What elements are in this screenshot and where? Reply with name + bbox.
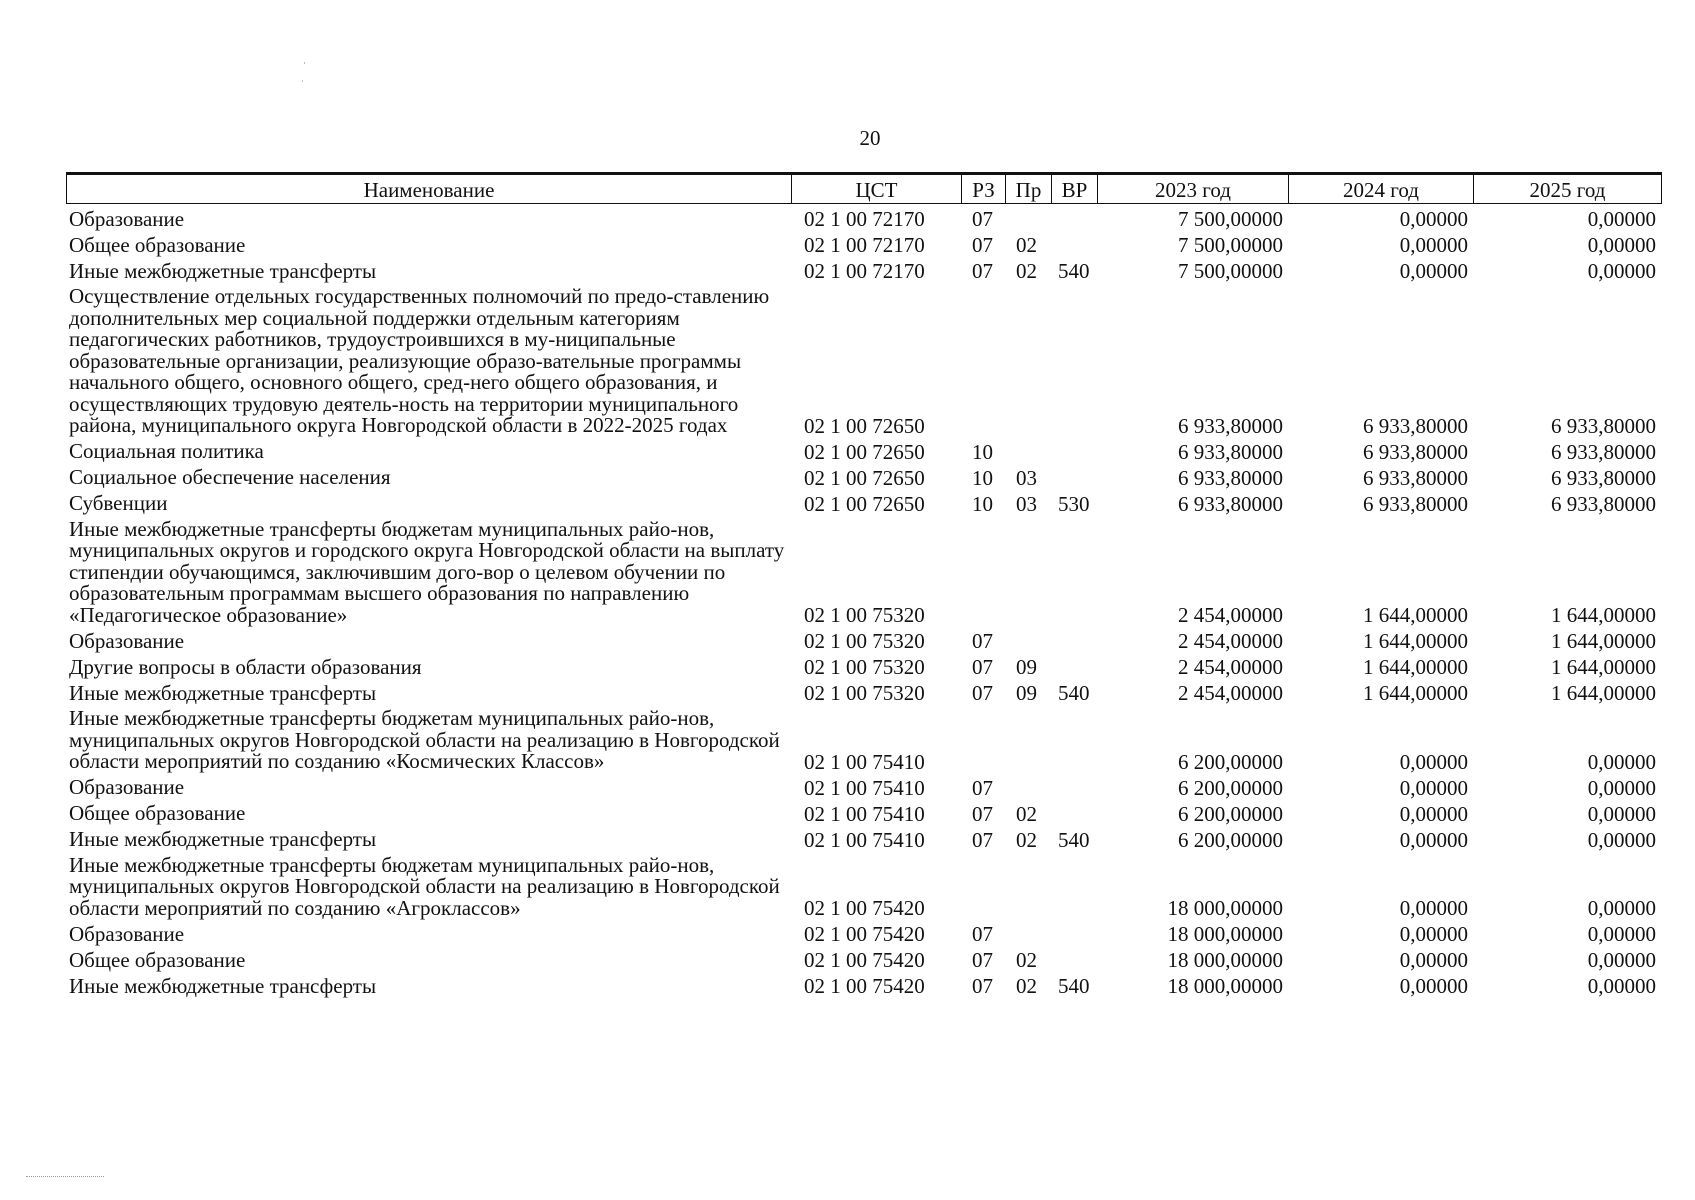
table-row	[66, 656, 1662, 678]
table-row	[66, 803, 1662, 825]
row-rz: 10	[972, 465, 993, 490]
row-cst: 02 1 00 75420	[804, 896, 925, 920]
row-2025: 0,00000	[1587, 749, 1656, 774]
row-name: Образование	[69, 206, 185, 231]
row-2024: 0,00000	[1399, 974, 1468, 998]
row-cst: 02 1 00 75410	[804, 749, 925, 774]
row-rz: 10	[972, 491, 993, 516]
row-2025: 6 933,80000	[1551, 439, 1656, 464]
row-pr: 02	[1016, 974, 1037, 998]
row-2024: 0,00000	[1399, 801, 1468, 826]
row-cst: 02 1 00 72170	[804, 259, 925, 283]
table-row	[66, 208, 1662, 230]
table-row	[66, 493, 1662, 515]
row-rz: 07	[972, 974, 993, 998]
row-2024: 0,00000	[1399, 259, 1468, 283]
row-rz: 07	[972, 775, 993, 800]
table-row	[66, 516, 1662, 627]
header-rz: РЗ	[962, 174, 1006, 204]
row-2024: 1 644,00000	[1363, 681, 1468, 705]
row-rz: 07	[972, 801, 993, 826]
row-name: Общее образование	[69, 232, 246, 257]
row-pr: 09	[1016, 655, 1037, 679]
row-2023: 7 500,00000	[1178, 259, 1283, 283]
row-2025: 0,00000	[1587, 827, 1656, 852]
row-2024: 1 644,00000	[1363, 655, 1468, 679]
table-row	[66, 260, 1662, 282]
row-name: Субвенции	[69, 491, 168, 515]
row-2025: 6 933,80000	[1551, 465, 1656, 490]
table-row	[66, 467, 1662, 489]
row-cst: 02 1 00 72650	[804, 439, 925, 464]
row-vr: 540	[1058, 681, 1090, 705]
row-2023: 6 200,00000	[1178, 775, 1283, 800]
table-row	[66, 286, 1662, 437]
row-name: Иные межбюджетные трансферты бюджетам муниципальных райо-нов, муниципальных округов Новгородской области на реализацию в Новгородской области мероприятий по созданию «Космических Классов»	[69, 706, 780, 773]
row-pr: 02	[1016, 948, 1037, 972]
row-2023: 6 933,80000	[1178, 491, 1283, 516]
row-2025: 1 644,00000	[1551, 681, 1656, 705]
row-name: Иные межбюджетные трансферты	[69, 827, 377, 851]
row-name: Другие вопросы в области образования	[69, 654, 422, 679]
row-2023: 18 000,00000	[1167, 948, 1283, 972]
row-pr: 03	[1016, 465, 1037, 490]
row-2025: 0,00000	[1587, 801, 1656, 826]
row-2025: 0,00000	[1587, 896, 1656, 920]
row-2025: 0,00000	[1587, 259, 1656, 283]
row-cst: 02 1 00 72650	[804, 413, 925, 438]
scan-speck	[302, 80, 303, 82]
row-cst: 02 1 00 75320	[804, 603, 925, 627]
row-cst: 02 1 00 75410	[804, 775, 925, 800]
table-row	[66, 708, 1662, 773]
row-rz: 10	[972, 439, 993, 464]
row-2023: 18 000,00000	[1167, 896, 1283, 920]
row-name: Образование	[69, 921, 185, 946]
row-cst: 02 1 00 75410	[804, 827, 925, 852]
row-rz: 07	[972, 207, 993, 231]
header-2023: 2023 год	[1098, 174, 1289, 204]
row-cst: 02 1 00 75420	[804, 922, 925, 946]
row-pr: 09	[1016, 681, 1037, 705]
row-2024: 6 933,80000	[1363, 413, 1468, 438]
row-2025: 0,00000	[1587, 775, 1656, 800]
row-2024: 0,00000	[1399, 749, 1468, 774]
row-rz: 07	[972, 948, 993, 972]
row-2025: 1 644,00000	[1551, 603, 1656, 627]
row-cst: 02 1 00 75420	[804, 948, 925, 972]
header-2025: 2025 год	[1474, 174, 1662, 204]
row-name: Иные межбюджетные трансферты бюджетам муниципальных райо-нов, муниципальных округов Новгородской области на реализацию в Новгородской области мероприятий по созданию «Агроклассов»	[69, 852, 780, 920]
row-rz: 07	[972, 922, 993, 946]
row-2023: 7 500,00000	[1178, 233, 1283, 257]
scan-mark	[26, 1176, 104, 1178]
row-name: Иные межбюджетные трансферты	[69, 680, 377, 705]
row-2024: 6 933,80000	[1363, 439, 1468, 464]
row-2025: 6 933,80000	[1551, 413, 1656, 438]
table-header	[66, 172, 1662, 204]
row-2024: 0,00000	[1399, 827, 1468, 852]
row-2024: 0,00000	[1399, 233, 1468, 257]
row-pr: 03	[1016, 491, 1037, 516]
row-2023: 6 200,00000	[1178, 827, 1283, 852]
row-rz: 07	[972, 259, 993, 283]
row-name: Иные межбюджетные трансферты	[69, 258, 377, 283]
budget-table	[66, 172, 1662, 997]
row-2025: 6 933,80000	[1551, 491, 1656, 516]
row-2023: 2 454,00000	[1178, 655, 1283, 679]
row-cst: 02 1 00 75320	[804, 681, 925, 705]
row-2025: 1 644,00000	[1551, 655, 1656, 679]
row-2024: 0,00000	[1399, 775, 1468, 800]
row-name: Иные межбюджетные трансферты бюджетам муниципальных райо-нов, муниципальных округов и городского округа Новгородской области на выплату стипендии обучающимся, заключившим дого-вор о целевом обучении по образовательным программам высшего образования по направлению «Педагогическое образование»	[69, 516, 785, 627]
row-2024: 1 644,00000	[1363, 629, 1468, 653]
row-2024: 0,00000	[1399, 896, 1468, 920]
row-rz: 07	[972, 827, 993, 852]
row-2025: 0,00000	[1587, 233, 1656, 257]
header-cst: ЦСТ	[792, 174, 962, 204]
row-vr: 530	[1058, 491, 1090, 516]
row-name: Осуществление отдельных государственных полномочий по предо-ставлению дополнительных мер социальной поддержки отдельным категориям педагогических работников, трудоустроившихся в му-ниципальные образовательные организации, реализующие образо-вательные программы начального общего, основного общего, сред-него общего образования, и осуществляющих трудовую деятель-ность на территории муниципального района, муниципального округа Новгородской области в 2022-2025 годах	[69, 284, 770, 437]
row-rz: 07	[972, 629, 993, 653]
row-2025: 0,00000	[1587, 922, 1656, 946]
scan-speck	[304, 62, 305, 64]
row-name: Общее образование	[69, 801, 246, 825]
row-2025: 0,00000	[1587, 974, 1656, 998]
row-rz: 07	[972, 655, 993, 679]
row-cst: 02 1 00 75410	[804, 801, 925, 826]
header-pr: Пр	[1006, 174, 1052, 204]
page-number: 20	[859, 126, 881, 150]
row-cst: 02 1 00 72170	[804, 233, 925, 257]
row-cst: 02 1 00 72650	[804, 491, 925, 516]
row-vr: 540	[1058, 974, 1090, 998]
header-2024: 2024 год	[1289, 174, 1474, 204]
row-2023: 18 000,00000	[1167, 922, 1283, 946]
row-rz: 07	[972, 233, 993, 257]
table-row	[66, 923, 1662, 945]
row-2024: 6 933,80000	[1363, 465, 1468, 490]
row-cst: 02 1 00 75320	[804, 655, 925, 679]
row-cst: 02 1 00 72650	[804, 465, 925, 490]
row-2023: 2 454,00000	[1178, 603, 1283, 627]
table-row	[66, 829, 1662, 851]
table-body	[66, 208, 1662, 997]
row-rz: 07	[972, 681, 993, 705]
row-name: Общее образование	[69, 947, 246, 972]
row-pr: 02	[1016, 801, 1037, 826]
row-name: Социальная политика	[69, 439, 264, 463]
table-row	[66, 852, 1662, 920]
row-2024: 1 644,00000	[1363, 603, 1468, 627]
row-2023: 6 933,80000	[1178, 439, 1283, 464]
row-2024: 0,00000	[1399, 207, 1468, 231]
row-2023: 2 454,00000	[1178, 629, 1283, 653]
row-2024: 0,00000	[1399, 922, 1468, 946]
row-pr: 02	[1016, 259, 1037, 283]
row-name: Образование	[69, 628, 185, 653]
table-row	[66, 630, 1662, 652]
row-2023: 6 200,00000	[1178, 801, 1283, 826]
table-row	[66, 975, 1662, 997]
table-row	[66, 441, 1662, 463]
row-2023: 6 200,00000	[1178, 749, 1283, 774]
row-vr: 540	[1058, 827, 1090, 852]
row-2023: 2 454,00000	[1178, 681, 1283, 705]
row-name: Социальное обеспечение населения	[69, 465, 391, 489]
table-row	[66, 234, 1662, 256]
row-pr: 02	[1016, 233, 1037, 257]
row-cst: 02 1 00 75320	[804, 629, 925, 653]
table-row	[66, 682, 1662, 704]
row-name: Иные межбюджетные трансферты	[69, 973, 377, 998]
row-2023: 7 500,00000	[1178, 207, 1283, 231]
row-2023: 6 933,80000	[1178, 413, 1283, 438]
table-row	[66, 777, 1662, 799]
row-2025: 0,00000	[1587, 948, 1656, 972]
row-2024: 6 933,80000	[1363, 491, 1468, 516]
row-vr: 540	[1058, 259, 1090, 283]
row-2024: 0,00000	[1399, 948, 1468, 972]
header-name: Наименование	[66, 174, 792, 204]
row-2023: 6 933,80000	[1178, 465, 1283, 490]
row-2025: 1 644,00000	[1551, 629, 1656, 653]
row-2023: 18 000,00000	[1167, 974, 1283, 998]
row-pr: 02	[1016, 827, 1037, 852]
table-row	[66, 949, 1662, 971]
row-name: Образование	[69, 775, 185, 799]
row-cst: 02 1 00 75420	[804, 974, 925, 998]
row-cst: 02 1 00 72170	[804, 207, 925, 231]
row-2025: 0,00000	[1587, 207, 1656, 231]
header-vr: ВР	[1052, 174, 1098, 204]
